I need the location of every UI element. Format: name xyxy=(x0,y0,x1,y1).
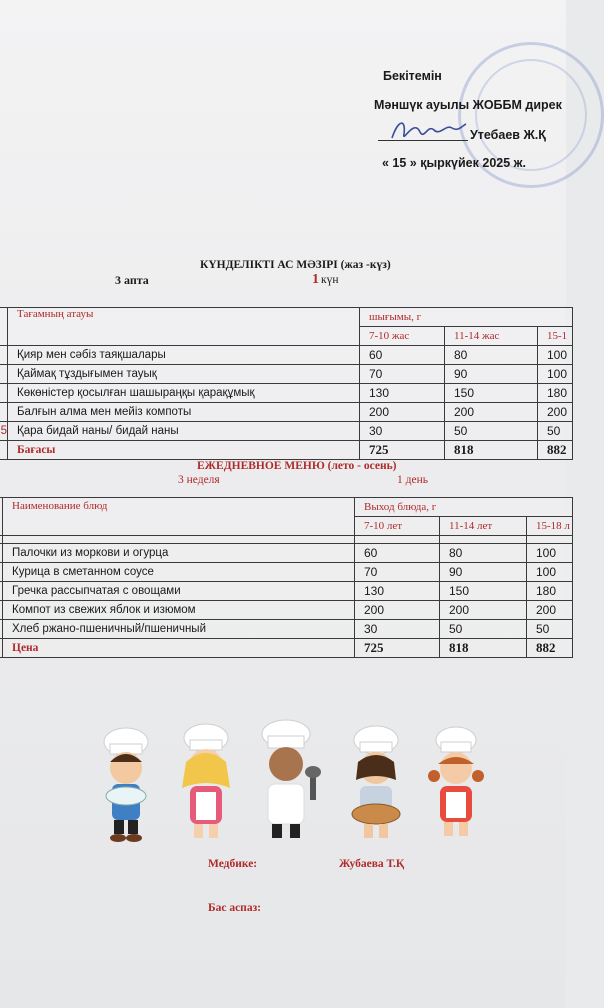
portion-11-14: 50 xyxy=(445,422,538,441)
nurse-label: Медбике: xyxy=(208,858,258,870)
ru-menu-title: ЕЖЕДНЕВНОЕ МЕНЮ (лето - осень) xyxy=(197,460,397,472)
portion-15-18: 200 xyxy=(538,403,573,422)
nurse-name: Жубаева Т.Қ xyxy=(339,858,405,870)
kid-chef-1 xyxy=(104,728,148,842)
kz-total-row xyxy=(0,441,573,460)
signature-line xyxy=(378,140,468,141)
total-11-14: 818 xyxy=(445,441,538,460)
ru-age-15-18: 15-18 л xyxy=(527,517,573,536)
table-row xyxy=(0,384,573,403)
portion-15-18: 100 xyxy=(538,365,573,384)
row-index: 5 xyxy=(0,422,8,441)
kz-age-7-10: 7-10 жас xyxy=(360,327,445,346)
portion-15-18: 200 xyxy=(527,601,573,620)
kz-day-number: 1 xyxy=(312,272,319,287)
portion-11-14: 200 xyxy=(445,403,538,422)
portion-11-14: 150 xyxy=(440,582,527,601)
ru-day-label: 1 день xyxy=(397,474,428,486)
dish-name: Гречка рассыпчатая с овощами xyxy=(3,582,355,601)
kid-chef-3 xyxy=(262,720,321,838)
portion-11-14: 90 xyxy=(445,365,538,384)
portion-15-18: 50 xyxy=(527,620,573,639)
portion-11-14: 200 xyxy=(440,601,527,620)
dish-name: Көкөністер қосылған шашыраңқы қарақұмық xyxy=(8,384,360,403)
kz-week-label: 3 апта xyxy=(115,273,149,287)
portion-7-10: 30 xyxy=(360,422,445,441)
table-row xyxy=(0,601,573,620)
kid-chef-4 xyxy=(352,726,400,838)
kids-chefs-illustration xyxy=(88,722,508,852)
kz-menu-table xyxy=(0,307,573,460)
kid-chef-5 xyxy=(428,727,484,836)
portion-15-18: 100 xyxy=(527,544,573,563)
total-15-18: 882 xyxy=(538,441,573,460)
row-index xyxy=(0,441,8,460)
kz-age-15-18: 15-1 xyxy=(538,327,573,346)
total-7-10: 725 xyxy=(360,441,445,460)
ru-spacer-row xyxy=(0,536,573,544)
portion-15-18: 50 xyxy=(538,422,573,441)
ru-menu-table xyxy=(0,497,573,658)
dish-name: Балғын алма мен мейіз компоты xyxy=(8,403,360,422)
ru-total-row xyxy=(0,639,573,658)
table-row xyxy=(0,582,573,601)
portion-11-14: 150 xyxy=(445,384,538,403)
table-row xyxy=(0,403,573,422)
approval-date: « 15 » қыркүйек 2025 ж. xyxy=(382,156,526,170)
table-row xyxy=(0,365,573,384)
kz-header-row xyxy=(0,308,573,327)
ru-yield-header: Выход блюда, г xyxy=(355,498,573,517)
row-index xyxy=(0,346,8,365)
director-name: Утебаев Ж.Қ xyxy=(470,128,546,142)
portion-7-10: 130 xyxy=(355,582,440,601)
total-7-10: 725 xyxy=(355,639,440,658)
portion-11-14: 50 xyxy=(440,620,527,639)
ru-age-7-10: 7-10 лет xyxy=(355,517,440,536)
portion-7-10: 130 xyxy=(360,384,445,403)
total-label: Бағасы xyxy=(8,441,360,460)
portion-7-10: 30 xyxy=(355,620,440,639)
ru-age-11-14: 11-14 лет xyxy=(440,517,527,536)
dish-name: Қияр мен сәбіз таяқшалары xyxy=(8,346,360,365)
row-index xyxy=(0,365,8,384)
portion-11-14: 90 xyxy=(440,563,527,582)
table-row xyxy=(0,620,573,639)
total-15-18: 882 xyxy=(527,639,573,658)
table-row xyxy=(0,422,573,441)
total-11-14: 818 xyxy=(440,639,527,658)
kz-index-header xyxy=(0,308,8,346)
kz-day-label: күн xyxy=(321,274,339,286)
approval-title: Бекітемін xyxy=(383,69,442,83)
row-index xyxy=(0,384,8,403)
dish-name: Хлеб ржано-пшеничный/пшеничный xyxy=(3,620,355,639)
ru-dish-header: Наименование блюд xyxy=(3,498,355,536)
portion-15-18: 100 xyxy=(538,346,573,365)
table-row xyxy=(0,563,573,582)
portion-11-14: 80 xyxy=(440,544,527,563)
portion-15-18: 100 xyxy=(527,563,573,582)
dish-name: Қаймақ тұздығымен тауық xyxy=(8,365,360,384)
kz-menu-title: КҮНДЕЛІКТІ АС МӘЗІРІ (жаз -күз) xyxy=(200,259,391,271)
ru-week-label: 3 неделя xyxy=(178,474,220,486)
portion-7-10: 60 xyxy=(360,346,445,365)
total-label: Цена xyxy=(3,639,355,658)
chef-label: Бас аспаз: xyxy=(208,902,262,914)
table-row xyxy=(0,346,573,365)
portion-7-10: 70 xyxy=(355,563,440,582)
row-index xyxy=(0,403,8,422)
dish-name: Курица в сметанном соусе xyxy=(3,563,355,582)
dish-name: Палочки из моркови и огурца xyxy=(3,544,355,563)
approval-school: Мәншүк ауылы ЖОББМ дирек xyxy=(374,98,562,112)
kid-chef-2 xyxy=(182,724,230,838)
portion-7-10: 200 xyxy=(355,601,440,620)
kz-age-11-14: 11-14 жас xyxy=(445,327,538,346)
table-row xyxy=(0,544,573,563)
kz-yield-header: шығымы, г xyxy=(360,308,573,327)
dish-name: Қара бидай наны/ бидай наны xyxy=(8,422,360,441)
portion-11-14: 80 xyxy=(445,346,538,365)
portion-7-10: 70 xyxy=(360,365,445,384)
ru-header-row xyxy=(0,498,573,517)
portion-7-10: 60 xyxy=(355,544,440,563)
portion-7-10: 200 xyxy=(360,403,445,422)
kz-dish-header: Тағамның атауы xyxy=(8,308,360,346)
dish-name: Компот из свежих яблок и изюмом xyxy=(3,601,355,620)
portion-15-18: 180 xyxy=(538,384,573,403)
portion-15-18: 180 xyxy=(527,582,573,601)
